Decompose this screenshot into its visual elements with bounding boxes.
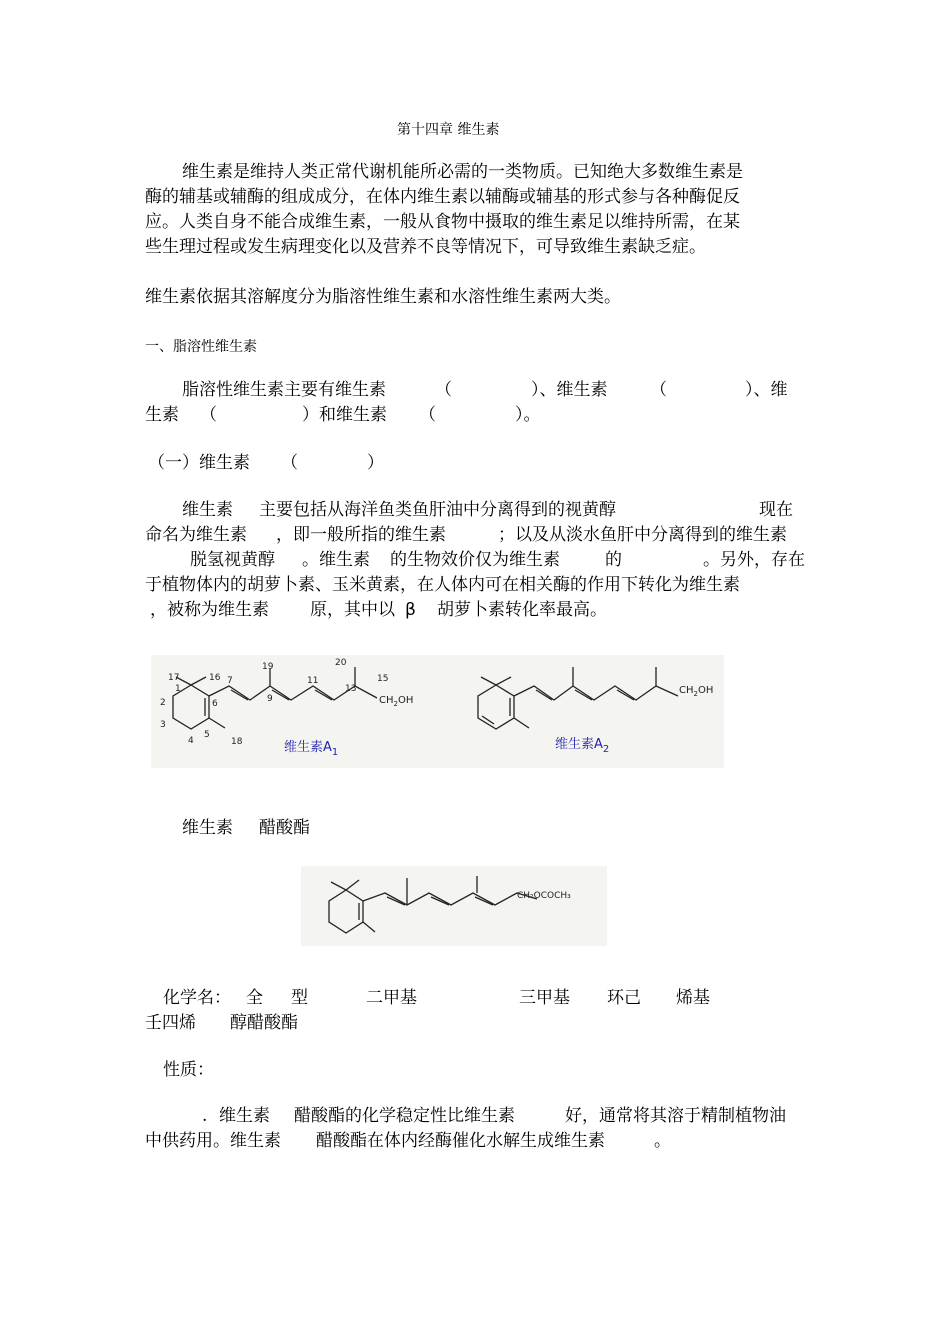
paren-open: （ xyxy=(435,380,452,400)
intro-line-1: 维生素是维持人类正常代谢机能所必需的一类物质。已知绝大多数维生素是 xyxy=(182,162,743,182)
vita-text: 。维生素 xyxy=(302,550,370,570)
subsection-heading: （一）维生素 xyxy=(148,453,250,473)
fat-soluble-text: 生素 xyxy=(145,405,179,425)
chem-name-part: 三甲基 xyxy=(519,988,570,1008)
paren-open: （ xyxy=(650,380,667,400)
chem-name-part: 壬四烯 xyxy=(145,1013,196,1033)
ch2oh-group: $CH_2OH$ xyxy=(679,685,714,698)
paren-open: （ xyxy=(200,405,217,425)
chem-name-label: 化学名： xyxy=(163,988,231,1008)
vita-text: 命名为维生素 xyxy=(145,525,247,545)
vita-text: 于植物体内的胡萝卜素、玉米黄素，在人体内可在相关酶的作用下转化为维生素 xyxy=(145,575,740,595)
vita-text: 维生素 xyxy=(182,500,233,520)
fat-soluble-text: ）和维生素 xyxy=(302,405,387,425)
properties-text: 好，通常将其溶于精制植物油 xyxy=(565,1106,786,1126)
atom-number: 7 xyxy=(227,676,233,686)
fat-soluble-text: ）、维生素 xyxy=(531,380,608,400)
vitamin-a-structures-figure xyxy=(151,655,724,768)
vita-text: 。另外，存在 xyxy=(703,550,805,570)
label-vitamin-a2: 维生素$A_2$ xyxy=(555,737,610,755)
vita-text: 脱氢视黄醇 xyxy=(190,550,275,570)
ch2oh-group: $CH_2OH$ xyxy=(379,695,414,708)
vita-text: 主要包括从海洋鱼类鱼肝油中分离得到的视黄醇 xyxy=(259,500,616,520)
vita-text: 现在 xyxy=(759,500,793,520)
vita-text: ，即一般所指的维生素 xyxy=(276,525,446,545)
atom-number: 4 xyxy=(188,736,194,746)
vita-text: 的 xyxy=(605,550,622,570)
intro-line-3: 应。人类自身不能合成维生素，一般从食物中摄取的维生素足以维持所需，在某 xyxy=(145,212,740,232)
atom-number: 1 xyxy=(175,684,181,694)
atom-number: 13 xyxy=(345,684,357,694)
atom-number: 18 xyxy=(231,737,243,747)
beta-symbol: β xyxy=(405,600,416,620)
fat-soluble-text: ）、维 xyxy=(745,380,788,400)
atom-number: 16 xyxy=(209,673,221,683)
chem-name-part: 型 xyxy=(291,988,308,1008)
ch2ococh3-group: CH₂OCOCH₃ xyxy=(517,891,571,901)
properties-text: 醋酸酯在体内经酶催化水解生成维生素 xyxy=(316,1131,605,1151)
properties-heading: 性质： xyxy=(163,1060,214,1080)
fat-soluble-text: 脂溶性维生素主要有维生素 xyxy=(182,380,386,400)
atom-number: 9 xyxy=(267,694,273,704)
acetate-heading: 醋酸酯 xyxy=(259,818,310,838)
acetate-heading: 维生素 xyxy=(182,818,233,838)
paren-close: ） xyxy=(367,453,384,473)
paren-open: （ xyxy=(419,405,436,425)
properties-text: 维生素 xyxy=(219,1106,270,1126)
chem-name-part: 全 xyxy=(246,988,263,1008)
structures-svg xyxy=(151,655,724,768)
vita-text: ；以及从淡水鱼肝中分离得到的维生素 xyxy=(498,525,787,545)
vitamin-a-acetate-figure xyxy=(301,866,607,946)
atom-number: 19 xyxy=(262,662,274,672)
vita-text: 的生物效价仅为维生素 xyxy=(390,550,560,570)
classification-text: 维生素依据其溶解度分为脂溶性维生素和水溶性维生素两大类。 xyxy=(145,287,621,307)
fat-soluble-text: ）。 xyxy=(515,405,541,425)
section-heading-fat-soluble: 一、脂溶性维生素 xyxy=(145,339,257,355)
atom-number: 3 xyxy=(160,720,166,730)
atom-number: 11 xyxy=(307,676,319,686)
properties-text: 。 xyxy=(654,1131,671,1151)
atom-number: 5 xyxy=(204,730,210,740)
properties-text: 醋酸酯的化学稳定性比维生素 xyxy=(294,1106,515,1126)
paren-open: （ xyxy=(281,453,298,473)
atom-number: 15 xyxy=(377,674,389,684)
chem-name-part: 环己 xyxy=(607,988,641,1008)
vita-text: ，被称为维生素 xyxy=(150,600,269,620)
atom-number: 17 xyxy=(168,673,180,683)
vita-text: 原，其中以 xyxy=(310,600,395,620)
atom-number: 20 xyxy=(335,658,347,668)
intro-line-4: 些生理过程或发生病理变化以及营养不良等情况下，可导致维生素缺乏症。 xyxy=(145,237,706,257)
chem-name-part: 二甲基 xyxy=(366,988,417,1008)
intro-line-2: 酶的辅基或辅酶的组成成分，在体内维生素以辅酶或辅基的形式参与各种酶促反 xyxy=(145,187,740,207)
chapter-title: 第十四章 维生素 xyxy=(397,122,500,138)
atom-number: 6 xyxy=(212,699,218,709)
acetate-svg xyxy=(301,866,607,946)
chem-name-part: 烯基 xyxy=(676,988,710,1008)
properties-text: 中供药用。维生素 xyxy=(145,1131,281,1151)
label-vitamin-a1: 维生素$A_1$ xyxy=(284,740,339,758)
atom-number: 2 xyxy=(160,698,166,708)
chem-name-part: 醇醋酸酯 xyxy=(230,1013,298,1033)
vita-text: 胡萝卜素转化率最高。 xyxy=(437,600,607,620)
properties-text: . xyxy=(202,1106,208,1126)
